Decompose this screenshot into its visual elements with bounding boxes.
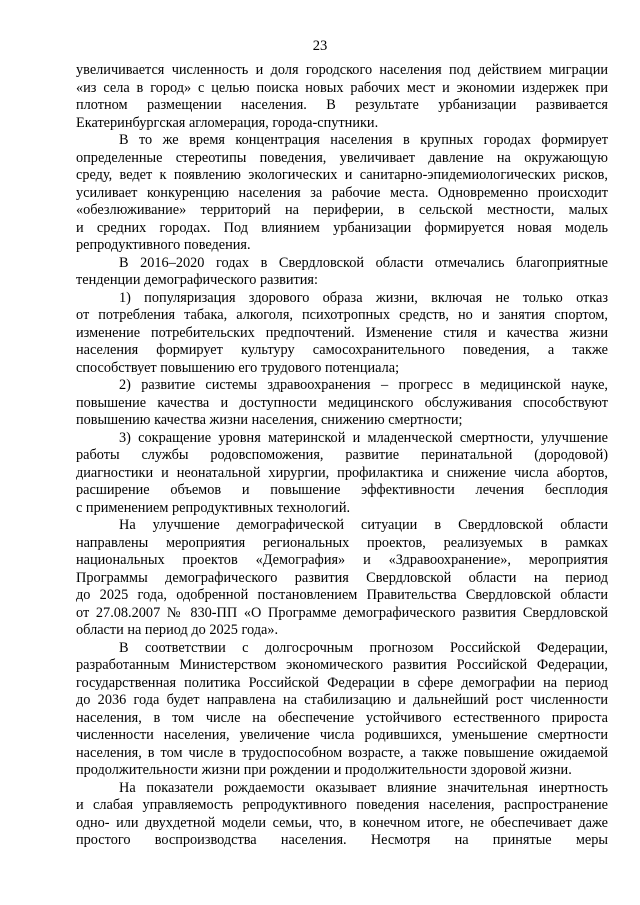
text-line: «из села в город» с целью поиска новых рабочих мест и экономии издержек при — [76, 79, 608, 96]
text-line: 2) развитие системы здравоохранения – прогресс в медицинской науке, — [119, 377, 608, 393]
text-line: государственная политика Российской Федерации в сфере демографии на период — [76, 674, 608, 691]
text-line: населения, в том числе в трудоспособном возрасте, а также повышение ожидаемой — [76, 744, 608, 761]
text-line: до 2025 года, одобренной постановлением Правительства Свердловской области — [76, 587, 608, 603]
text-line: с применением репродуктивных технологий. — [76, 499, 351, 516]
text-line: населения формирует культуру самосохранительного поведения, а также — [76, 342, 608, 358]
text-line: продолжительности жизни при рождении и продолжительности здоровой жизни. — [76, 762, 572, 778]
text-line: В соответствии с долгосрочным прогнозом Российской Федерации, — [119, 639, 608, 656]
text-line: «обезлюживание» территорий на периферии, в сельской местности, малых — [76, 202, 608, 218]
text-line: В то же время концентрация населения в крупных городах формирует — [119, 132, 608, 148]
text-line: увеличивается численность и доля городского населения под действием миграции — [76, 62, 608, 78]
text-line: от 27.08.2007 № 830-ПП «О Программе демографического развития Свердловской — [76, 604, 608, 621]
text-line: тенденции демографического развития: — [76, 272, 318, 288]
text-line: повышению качества жизни населения, снижению смертности; — [76, 412, 463, 428]
text-line: области на период до 2025 года». — [76, 622, 279, 638]
body-text — [76, 62, 608, 850]
text-line: репродуктивного поведения. — [76, 237, 251, 253]
text-line: 3) сокращение уровня материнской и младенческой смертности, улучшение — [119, 429, 608, 446]
text-line: национальных проектов «Демография» и «Здравоохранение», мероприятия — [76, 552, 608, 568]
text-line: населения, в том числе на обеспечение устойчивого естественного прироста — [76, 709, 608, 726]
text-line: до 2036 года будет направлена на стабилизацию и дальнейший рост численности — [76, 692, 608, 708]
text-line: и средних городах. Под влиянием урбанизации формируется новая модель — [76, 219, 608, 236]
text-line: В 2016–2020 годах в Свердловской области отмечались благоприятные — [119, 254, 608, 271]
text-line: усиливает конкуренцию населения за рабочие места. Одновременно происходит — [76, 184, 608, 201]
text-line: На показатели рождаемости оказывает влияние значительная инертность — [119, 779, 608, 796]
text-line: одно- или двухдетной модели семьи, что, в конечном итоге, не обеспечивает даже — [76, 814, 608, 831]
text-line: простого воспроизводства населения. Несмотря на принятые меры — [76, 832, 608, 848]
text-line: разработанным Министерством экономического развития Российской Федерации, — [76, 657, 608, 673]
text-line: диагностики и неонатальной хирургии, профилактика и снижение числа абортов, — [76, 464, 608, 481]
text-line: численности населения, увеличение числа родившихся, уменьшение смертности — [76, 727, 608, 743]
text-line: Екатеринбургская агломерация, города-спутники. — [76, 114, 379, 131]
page-number: 23 — [312, 38, 328, 54]
text-line: от потребления табака, алкоголя, психотропных средств, но и занятия спортом, — [76, 307, 608, 323]
text-line: направлены мероприятия региональных проектов, реализуемых в рамках — [76, 534, 608, 551]
text-line: определенные стереотипы поведения, увеличивает давление на окружающую — [76, 149, 608, 166]
text-line: способствует повышению его трудового потенциала; — [76, 359, 400, 376]
text-line: и слабая управляемость репродуктивного поведения населения, распространение — [76, 797, 608, 813]
text-line: повышение качества и доступности медицинского обслуживания способствуют — [76, 394, 608, 411]
text-line: плотном размещении населения. В результате урбанизации развивается — [76, 97, 608, 113]
text-line: Программы демографического развития Свердловской области на период — [76, 569, 608, 586]
text-line: На улучшение демографической ситуации в Свердловской области — [119, 517, 608, 533]
text-line: работы службы родовспоможения, развитие перинатальной (дородовой) — [76, 447, 608, 463]
text-line: 1) популяризация здорового образа жизни, включая не только отказ — [119, 289, 608, 306]
text-line: среду, ведет к появлению экологических и санитарно-эпидемиологических рисков, — [76, 167, 608, 183]
text-line: расширение объемов и повышение эффективности лечения бесплодия — [76, 482, 608, 498]
text-line: изменение потребительских предпочтений. Изменение стиля и качества жизни — [76, 324, 608, 341]
